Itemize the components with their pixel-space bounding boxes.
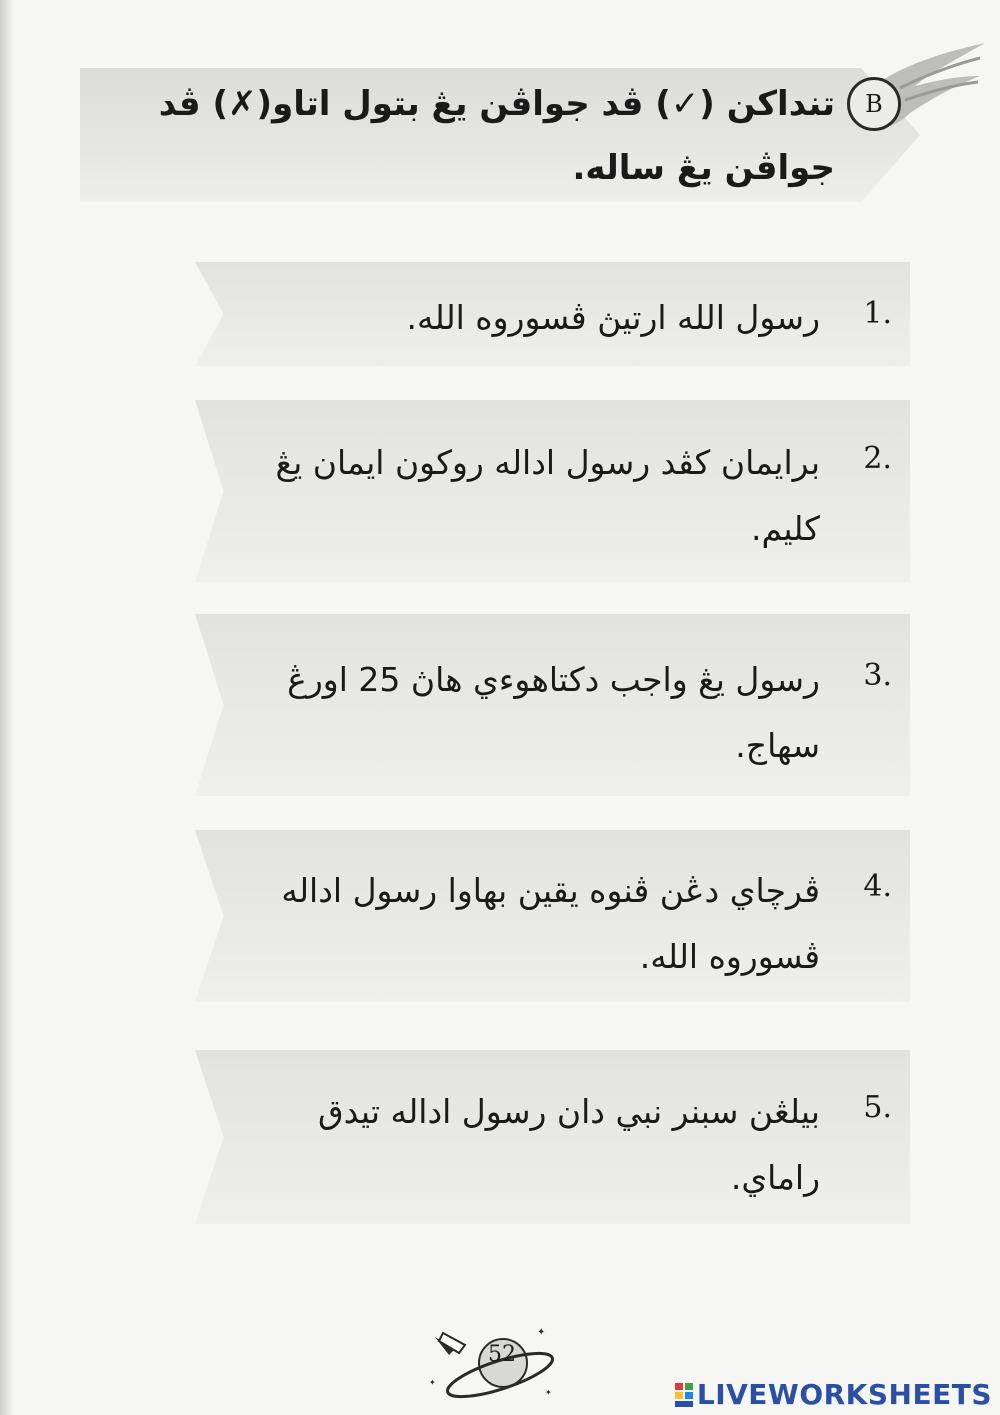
question-text-1: رسول الله ارتيڽ ڤسوروه الله. — [406, 298, 820, 337]
question-number-5: 5. — [863, 1090, 892, 1125]
question-text-2: برايمان كڤد رسول اداله روكون ايمان يڠ كليم. — [275, 443, 820, 548]
svg-text:✦: ✦ — [429, 1378, 436, 1387]
question-number-1: 1. — [863, 296, 892, 331]
svg-text:✦: ✦ — [537, 1327, 546, 1338]
question-number-4: 4. — [863, 869, 892, 904]
liveworksheets-watermark[interactable] — [675, 1378, 992, 1411]
question-number-3: 3. — [863, 658, 892, 693]
question-text-3: رسول يڠ واجب دكتاهوءي هاڽ 25 اورڠ سهاج. — [287, 660, 820, 765]
svg-text:✦: ✦ — [545, 1388, 552, 1397]
liveworksheets-logo-icon — [675, 1383, 693, 1407]
watermark-text: LIVEWORKSHEETS — [696, 1378, 992, 1411]
instruction-text: تنداكن (✓) ڤد جواڤن يڠ بتول اتاو(✗) ڤد جواڤن يڠ ساله. — [158, 84, 835, 188]
section-badge — [847, 77, 901, 131]
question-text-4: ڤرچاي دڠن ڤنوه يقين بهاوا رسول اداله ڤسوروه الله. — [281, 871, 820, 976]
page-edge-shadow — [0, 0, 14, 1415]
question-number-2: 2. — [863, 441, 892, 476]
section-letter: B — [865, 90, 883, 118]
question-text-5: بيلڠن سبنر نبي دان رسول اداله تيدق راماي. — [317, 1092, 820, 1197]
page-number: 52 — [488, 1342, 516, 1367]
